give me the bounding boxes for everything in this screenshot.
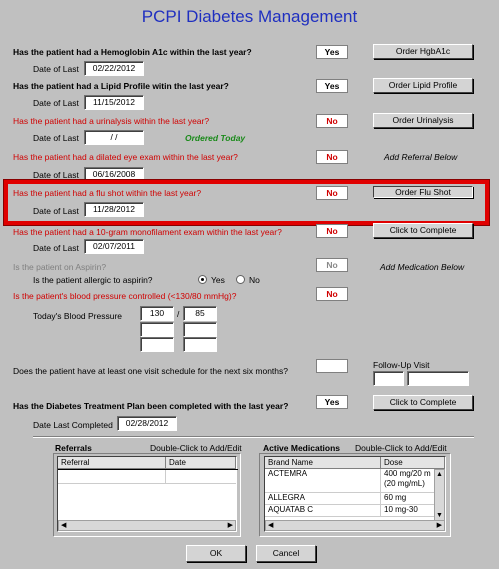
allergy-yes-radio[interactable] — [198, 275, 207, 284]
urinalysis-question: Has the patient had a urinalysis within the last year? — [13, 116, 210, 126]
visit-question: Does the patient have at least one visit schedule for the next six months? — [13, 366, 288, 376]
medications-grid[interactable] — [264, 456, 446, 532]
a1c-date-field[interactable]: 02/22/2012 — [84, 61, 144, 76]
urinalysis-date-label: Date of Last — [33, 133, 79, 143]
medication-dose: 60 mg — [384, 493, 407, 502]
flu-shot-question: Has the patient had a flu shot within the last year? — [13, 188, 202, 198]
monofilament-complete-button[interactable]: Click to Complete — [373, 223, 473, 238]
add-medication-note: Add Medication Below — [380, 262, 465, 272]
followup-date-field[interactable] — [373, 371, 404, 386]
urinalysis-answer[interactable]: No — [316, 114, 348, 128]
medication-dose: 10 mg-30 — [384, 505, 418, 514]
medications-vscrollbar[interactable] — [434, 469, 445, 522]
plan-complete-button[interactable]: Click to Complete — [373, 395, 473, 410]
divider — [33, 436, 474, 438]
diastolic-field-2[interactable] — [183, 322, 217, 337]
page-title: PCPI Diabetes Management — [141, 7, 358, 26]
referral-date-col-header[interactable]: Date — [166, 457, 236, 469]
monofilament-date-field[interactable]: 02/07/2011 — [84, 239, 144, 254]
medication-row[interactable] — [265, 469, 445, 493]
systolic-field-3[interactable] — [140, 337, 174, 352]
lipid-date-field[interactable]: 11/15/2012 — [84, 95, 144, 110]
followup-provider-field[interactable] — [407, 371, 469, 386]
allergy-no-label: No — [249, 275, 260, 285]
referral-col-header[interactable]: Referral — [58, 457, 166, 469]
order-urinalysis-button[interactable]: Order Urinalysis — [373, 113, 473, 128]
monofilament-date-label: Date of Last — [33, 243, 79, 253]
a1c-question: Has the patient had a Hemoglobin A1c within the last year? — [13, 47, 252, 57]
medications-title: Active Medications — [263, 443, 340, 453]
medication-name: ACTEMRA — [265, 469, 381, 492]
medication-name: AQUATAB C — [265, 505, 381, 516]
referrals-grid[interactable] — [57, 456, 237, 532]
monofilament-question: Has the patient had a 10-gram monofilament exam within the last year? — [13, 227, 282, 237]
eye-exam-answer[interactable]: No — [316, 150, 348, 164]
visit-answer[interactable] — [316, 359, 348, 373]
dose-col-header[interactable]: Dose — [381, 457, 445, 469]
order-flu-shot-button[interactable]: Order Flu Shot — [373, 186, 473, 198]
scroll-left-icon[interactable]: ◀ — [61, 522, 67, 529]
medication-dose: 400 mg/20 m — [384, 469, 431, 478]
monofilament-answer[interactable]: No — [316, 224, 348, 238]
brand-name-col-header[interactable]: Brand Name — [265, 457, 381, 469]
cancel-button[interactable]: Cancel — [256, 545, 316, 562]
order-lipid-profile-button[interactable]: Order Lipid Profile — [373, 78, 473, 93]
medications-hscrollbar[interactable] — [265, 520, 445, 531]
referrals-hint: Double-Click to Add/Edit — [150, 443, 242, 453]
diastolic-field[interactable]: 85 — [183, 306, 217, 321]
referrals-hscrollbar[interactable] — [58, 520, 236, 531]
scroll-right-icon[interactable]: ▶ — [227, 522, 233, 529]
bp-answer[interactable]: No — [316, 287, 348, 301]
aspirin-question: Is the patient on Aspirin? — [13, 262, 107, 272]
referral-empty-date-cell[interactable] — [166, 470, 236, 483]
referrals-title: Referrals — [55, 443, 92, 453]
add-referral-note: Add Referral Below — [384, 152, 458, 162]
a1c-date-label: Date of Last — [33, 64, 79, 74]
a1c-answer[interactable]: Yes — [316, 45, 348, 59]
systolic-field-2[interactable] — [140, 322, 174, 337]
eye-exam-date-field[interactable]: 06/16/2008 — [84, 167, 144, 182]
allergy-no-radio[interactable] — [236, 275, 245, 284]
plan-question: Has the Diabetes Treatment Plan been completed with the last year? — [13, 401, 289, 411]
flu-shot-answer[interactable]: No — [316, 186, 348, 200]
flu-shot-date-field[interactable]: 11/28/2012 — [84, 202, 144, 217]
lipid-date-label: Date of Last — [33, 98, 79, 108]
ok-button[interactable]: OK — [186, 545, 246, 562]
plan-date-field[interactable]: 02/28/2012 — [117, 416, 177, 431]
scroll-left-icon[interactable]: ◀ — [268, 522, 274, 529]
lipid-answer[interactable]: Yes — [316, 79, 348, 93]
bp-separator: / — [177, 309, 180, 319]
ordered-today-status: Ordered Today — [185, 133, 246, 143]
scroll-up-icon[interactable]: ▲ — [436, 471, 443, 478]
plan-answer[interactable]: Yes — [316, 395, 348, 409]
flu-shot-date-label: Date of Last — [33, 206, 79, 216]
medications-hint: Double-Click to Add/Edit — [355, 443, 447, 453]
scroll-down-icon[interactable]: ▼ — [436, 512, 443, 519]
bp-question: Is the patient's blood pressure controlled (<130/80 mmHg)? — [13, 291, 237, 301]
order-hgba1c-button[interactable]: Order HgbA1c — [373, 44, 473, 59]
medication-dose-line2: (20 mg/mL) — [384, 479, 425, 488]
systolic-field[interactable]: 130 — [140, 306, 174, 321]
aspirin-allergy-question: Is the patient allergic to aspirin? — [33, 275, 153, 285]
medication-row[interactable] — [265, 505, 445, 517]
eye-exam-date-label: Date of Last — [33, 170, 79, 180]
bp-label: Today's Blood Pressure — [33, 311, 123, 321]
followup-label: Follow-Up Visit — [373, 360, 430, 370]
allergy-yes-label: Yes — [211, 275, 225, 285]
lipid-question: Has the patient had a Lipid Profile witin the last year? — [13, 81, 229, 91]
plan-date-label: Date Last Completed — [33, 420, 113, 430]
diastolic-field-3[interactable] — [183, 337, 217, 352]
scroll-right-icon[interactable]: ▶ — [436, 522, 442, 529]
urinalysis-date-field[interactable]: / / — [84, 130, 144, 145]
eye-exam-question: Has the patient had a dilated eye exam within the last year? — [13, 152, 238, 162]
referral-empty-cell[interactable] — [58, 470, 166, 483]
medication-name: ALLEGRA — [265, 493, 381, 504]
aspirin-answer[interactable]: No — [316, 258, 348, 272]
medication-row[interactable] — [265, 493, 445, 505]
